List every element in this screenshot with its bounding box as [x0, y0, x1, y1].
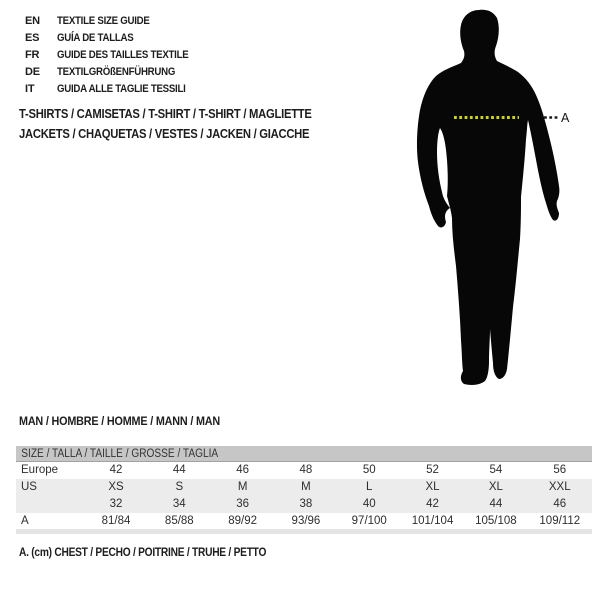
table-cell: 93/96 [291, 514, 321, 527]
table-cell: 56 [553, 464, 567, 477]
size-table-header-row [16, 446, 592, 462]
table-cell: 46 [236, 464, 250, 477]
table-cell: L [338, 479, 401, 496]
garment-line-jackets: JACKETS / CHAQUETAS / VESTES / JACKEN / GIACCHE [19, 127, 310, 141]
table-cell: 38 [274, 496, 337, 513]
language-code: IT [25, 83, 35, 95]
language-code: FR [25, 49, 40, 61]
measurement-a-label: A [561, 111, 570, 125]
table-cell: 32 [84, 496, 147, 513]
table-cell: 89/92 [228, 514, 258, 527]
language-label: GUÍA DE TALLAS [57, 32, 134, 44]
man-silhouette-shape [417, 10, 559, 385]
row-label: Europe [21, 464, 59, 477]
table-cell: 42 [109, 464, 123, 477]
table-cell: XXL [528, 479, 592, 496]
language-code: ES [25, 32, 40, 44]
row-label [16, 496, 84, 513]
table-cell: 109/112 [539, 514, 581, 527]
language-code: EN [25, 15, 40, 27]
language-code: DE [25, 66, 40, 78]
garment-line-tshirts: T-SHIRTS / CAMISETAS / T-SHIRT / T-SHIRT / MAGLIETTE [19, 107, 312, 121]
table-cell: 52 [426, 464, 439, 477]
table-cell: 40 [338, 496, 401, 513]
table-cell: 48 [299, 464, 313, 477]
table-cell: M [211, 479, 274, 496]
size-table-header-cell [16, 446, 592, 462]
size-table [16, 446, 592, 534]
table-cell: S [148, 479, 211, 496]
table-cell: 46 [528, 496, 592, 513]
table-cell: 50 [362, 464, 376, 477]
table-cell: 97/100 [351, 514, 387, 527]
language-label: GUIDE DES TAILLES TEXTILE [57, 49, 189, 61]
table-row-europe [16, 462, 592, 479]
table-cell: 34 [148, 496, 211, 513]
table-cell: 36 [211, 496, 274, 513]
table-row-chest-cm [16, 513, 592, 529]
table-cell: 54 [489, 464, 503, 477]
table-cell: 44 [464, 496, 527, 513]
language-label: TEXTILE SIZE GUIDE [57, 15, 150, 27]
table-cell: XL [464, 479, 527, 496]
row-label: A [21, 514, 29, 527]
table-cell: 101/104 [411, 514, 454, 527]
language-label: GUIDA ALLE TAGLIE TESSILI [57, 83, 186, 95]
table-cell: 105/108 [475, 514, 517, 527]
section-title-man: MAN / HOMBRE / HOMME / MANN / MAN [19, 414, 221, 428]
table-cell: M [274, 479, 337, 496]
language-label: TEXTILGRÖßENFÜHRUNG [57, 66, 176, 78]
table-row-numeric-sizes [16, 496, 592, 513]
table-cell: XL [401, 479, 464, 496]
table-cell: XS [84, 479, 147, 496]
table-row-us [16, 479, 592, 496]
measurement-footnote: A. (cm) CHEST / PECHO / POITRINE / TRUHE / PETTO [19, 545, 267, 559]
table-bottom-bar [16, 529, 592, 534]
row-label: US [16, 479, 84, 496]
size-table-header-label: SIZE / TALLA / TAILLE / GRÖSSE / TAGLIA [21, 447, 219, 460]
table-cell: 42 [401, 496, 464, 513]
table-cell: 85/88 [164, 514, 194, 527]
table-cell: 81/84 [101, 514, 131, 527]
table-cell: 44 [172, 464, 186, 477]
